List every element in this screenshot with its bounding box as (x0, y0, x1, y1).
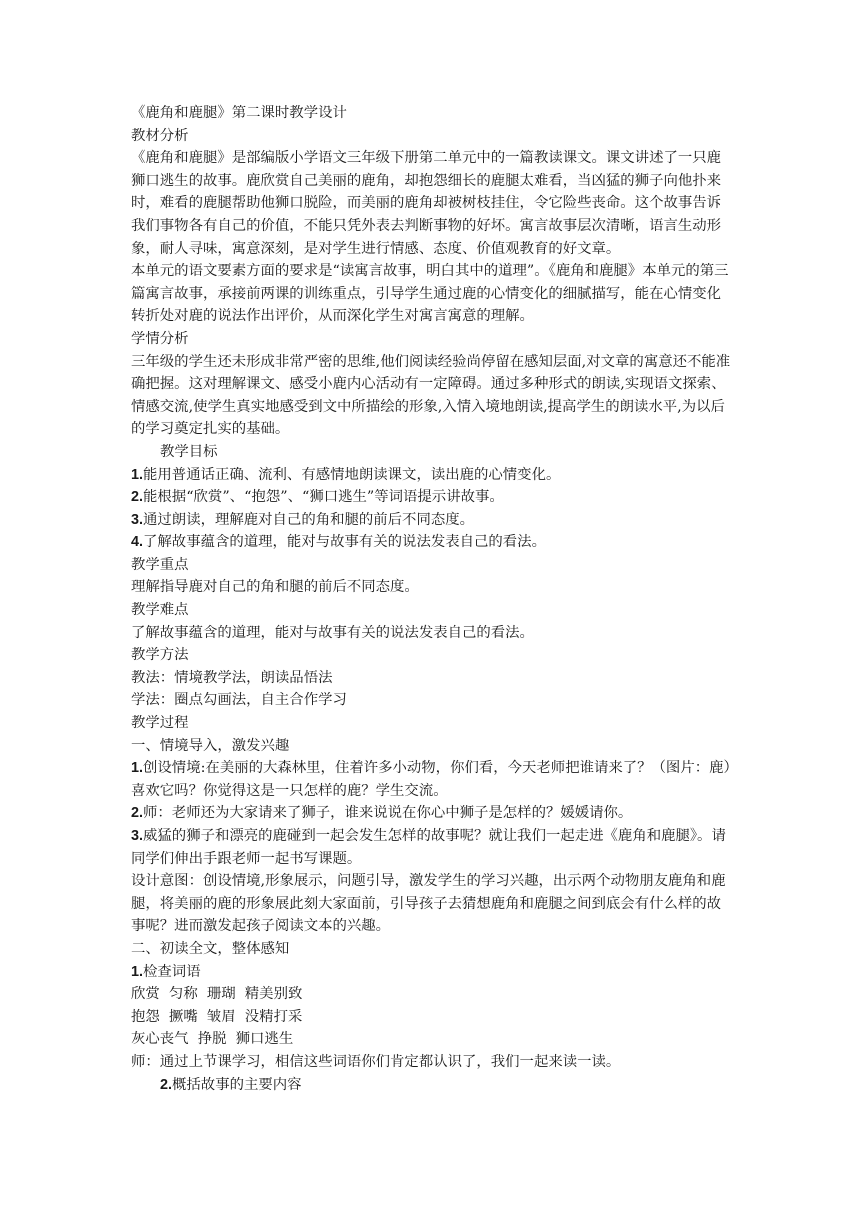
step-2-item-2 (131, 1074, 731, 1097)
paragraph-teacher-remark: 师：通过上节课学习，相信这些词语你们肯定都认识了，我们一起来读一读。 (131, 1053, 621, 1070)
item-number: 2. (160, 1076, 173, 1093)
step-1-item-2 (131, 802, 731, 825)
heading-teaching-methods: 教学方法 (131, 647, 189, 664)
goal-number: 4. (131, 534, 144, 551)
item-number: 2. (131, 805, 144, 822)
heading-teaching-process: 教学过程 (131, 715, 189, 732)
word-list-row-1: 欣赏 匀称 珊瑚 精美别致 (131, 986, 303, 1003)
item-text: 威猛的狮子和漂亮的鹿碰到一起会发生怎样的故事呢？就让我们一起走进《鹿角和鹿腿》。请同学们伸出手跟老师一起书写课题。 (131, 828, 726, 867)
paragraph-material-2: 本单元的语文要素方面的要求是“读寓言故事，明白其中的道理”。《鹿角和鹿腿》本单元的第三篇寓言故事，承接前两课的训练重点，引导学生通过鹿的心情变化的细腻描写，能在心情变化转折处对鹿的说法作出评价，从而深化学生对寓言寓意的理解。 (131, 263, 729, 325)
item-text: 概括故事的主要内容 (172, 1076, 302, 1093)
heading-difficulties: 教学难点 (131, 602, 189, 619)
heading-teaching-goals: 教学目标 (160, 443, 218, 460)
item-number: 3. (131, 828, 144, 844)
goal-number: 3. (131, 511, 144, 528)
step-1-title: 一、情境导入，激发兴趣 (131, 737, 290, 754)
paragraph-difficulties: 了解故事蕴含的道理，能对与故事有关的说法发表自己的看法。 (131, 624, 534, 641)
paragraph-design-intent: 设计意图：创设情境,形象展示，问题引导，激发学生的学习兴趣，出示两个动物朋友鹿角和鹿腿，将美丽的鹿的形象展此刻大家面前，引导孩子去猜想鹿角和鹿腿之间到底会有什么样的故事呢？进而激发起孩子阅读文本的兴趣。 (131, 873, 726, 935)
step-1-item-1 (131, 757, 731, 802)
item-text: 创设情境:在美丽的大森林里，住着许多小动物，你们看，今天老师把谁请来了？（图片：鹿）喜欢它吗？你觉得这是一只怎样的鹿？学生交流。 (131, 760, 731, 799)
goal-item-4 (131, 531, 731, 554)
paragraph-material-1: 《鹿角和鹿腿》是部编版小学语文三年级下册第二单元中的一篇教读课文。课文讲述了一只鹿狮口逃生的故事。鹿欣赏自己美丽的鹿角，却抱怨细长的鹿腿太难看，当凶猛的狮子向他扑来时，难看的鹿腿帮助他狮口脱险，而美丽的鹿角却被树枝挂住，令它险些丧命。这个故事告诉我们事物各有自己的价值，不能只凭外表去判断事物的好坏。寓言故事层次清晰，语言生动形象，耐人寻味，寓意深刻，是对学生进行情感、态度、价值观教育的好文章。 (131, 150, 722, 257)
heading-key-points: 教学重点 (131, 556, 189, 573)
word-list-row-2: 抱怨 撅嘴 皱眉 没精打采 (131, 1008, 303, 1025)
goal-text: 能根据“欣赏”、“抱怨”、“狮口逃生”等词语提示讲故事。 (143, 489, 504, 506)
heading-student-analysis: 学情分析 (131, 330, 189, 347)
document-title: 《鹿角和鹿腿》第二课时教学设计 (131, 105, 347, 121)
goal-item-3 (131, 509, 731, 532)
paragraph-student-analysis: 三年级的学生还未形成非常严密的思维,他们阅读经验尚停留在感知层面,对文章的寓意还不能准确把握。这对理解课文、感受小鹿内心活动有一定障碍。通过多种形式的朗读,实现语文探索、情感交流,使学生真实地感受到文中所描绘的形象,入情入境地朗读,提高学生的朗读水平,为以后的学习奠定扎实的基础。 (131, 353, 731, 438)
goal-text: 通过朗读，理解鹿对自己的角和腿的前后不同态度。 (143, 511, 475, 528)
item-text: 检查词语 (143, 963, 201, 980)
step-2-title: 二、初读全文，整体感知 (131, 940, 290, 957)
goal-number: 1. (131, 466, 144, 483)
goal-item-1 (131, 464, 731, 487)
goal-number: 2. (131, 489, 144, 506)
word-list-row-3: 灰心丧气 挣脱 狮口逃生 (131, 1031, 294, 1048)
step-2-item-1 (131, 961, 731, 984)
document-page (131, 102, 731, 1096)
item-number: 1. (131, 963, 144, 980)
heading-material-analysis: 教材分析 (131, 127, 189, 144)
goal-text: 了解故事蕴含的道理，能对与故事有关的说法发表自己的看法。 (143, 534, 546, 551)
goal-item-2 (131, 486, 731, 509)
goal-text: 能用普通话正确、流利、有感情地朗读课文，读出鹿的心情变化。 (143, 466, 561, 483)
item-text: 师：老师还为大家请来了狮子，谁来说说在你心中狮子是怎样的？媛媛请你。 (143, 805, 633, 822)
method-learning: 学法：圈点勾画法，自主合作学习 (131, 692, 347, 709)
paragraph-key-points: 理解指导鹿对自己的角和腿的前后不同态度。 (131, 579, 419, 596)
method-teaching: 教法：情境教学法，朗读品悟法 (131, 669, 333, 686)
item-number: 1. (131, 760, 144, 777)
step-1-item-3 (131, 825, 731, 870)
